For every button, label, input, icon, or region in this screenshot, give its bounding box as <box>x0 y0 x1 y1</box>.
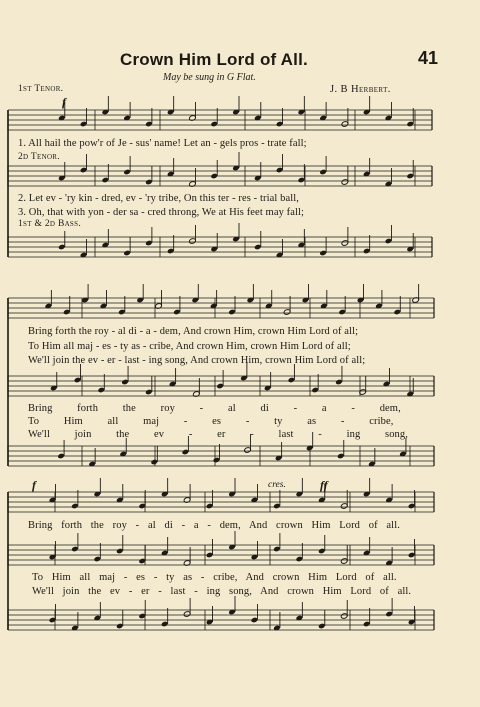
dynamic-forte-1: f <box>62 95 66 109</box>
lyric-system2-bass-verse2: To Him all maj - es - ty as - cribe, <box>28 416 394 427</box>
lyric-system3-verse1: Bring forth the roy - al di - a - dem, And crown Him Lord of all. <box>28 520 400 531</box>
dynamic-forte-2: f <box>32 478 36 492</box>
lyric-system1-verse3: 3. Oh, that with yon - der sa - cred throng, We at His feet may fall; <box>18 207 305 218</box>
dynamic-crescendo: cres. <box>268 480 286 490</box>
page-number: 41 <box>418 48 439 68</box>
lyric-system2-tenor-verse1: Bring forth the roy - al di - a - dem, And crown Him, crown Him Lord of all; <box>28 326 359 337</box>
performance-note: May be sung in G Flat. <box>163 72 256 83</box>
lyric-system2-bass-verse3: We'll join the ev - er - last - ing song, <box>28 429 408 440</box>
part-label-basses: 1st & 2d Bass. <box>18 219 81 229</box>
dynamic-fortissimo: ff <box>320 478 328 492</box>
part-label-first-tenor: 1st Tenor. <box>18 84 64 94</box>
lyric-system1-verse1: 1. All hail the pow'r of Je - sus' name! Let an - gels pros - trate fall; <box>18 138 307 149</box>
lyric-system2-tenor-verse2: To Him all maj - es - ty as - cribe, And crown Him, crown Him Lord of all; <box>28 341 351 352</box>
hymn-title: Crown Him Lord of All. <box>120 50 308 69</box>
part-label-second-tenor: 2d Tenor. <box>18 152 60 162</box>
lyric-system1-verse2: 2. Let ev - 'ry kin - dred, ev - 'ry tribe, On this ter - res - trial ball, <box>18 193 299 204</box>
lyric-system3-verse3: We'll join the ev - er - last - ing song, And crown Him Lord of all. <box>32 586 412 597</box>
composer: J. B Herbert. <box>330 84 391 95</box>
lyric-system2-tenor-verse3: We'll join the ev - er - last - ing song, And crown Him, crown Him Lord of all; <box>28 355 366 366</box>
lyric-system2-bass-verse1: Bring forth the roy - al di - a - dem, <box>28 403 401 414</box>
lyric-system3-verse2: To Him all maj - es - ty as - cribe, And crown Him Lord of all. <box>32 572 397 583</box>
